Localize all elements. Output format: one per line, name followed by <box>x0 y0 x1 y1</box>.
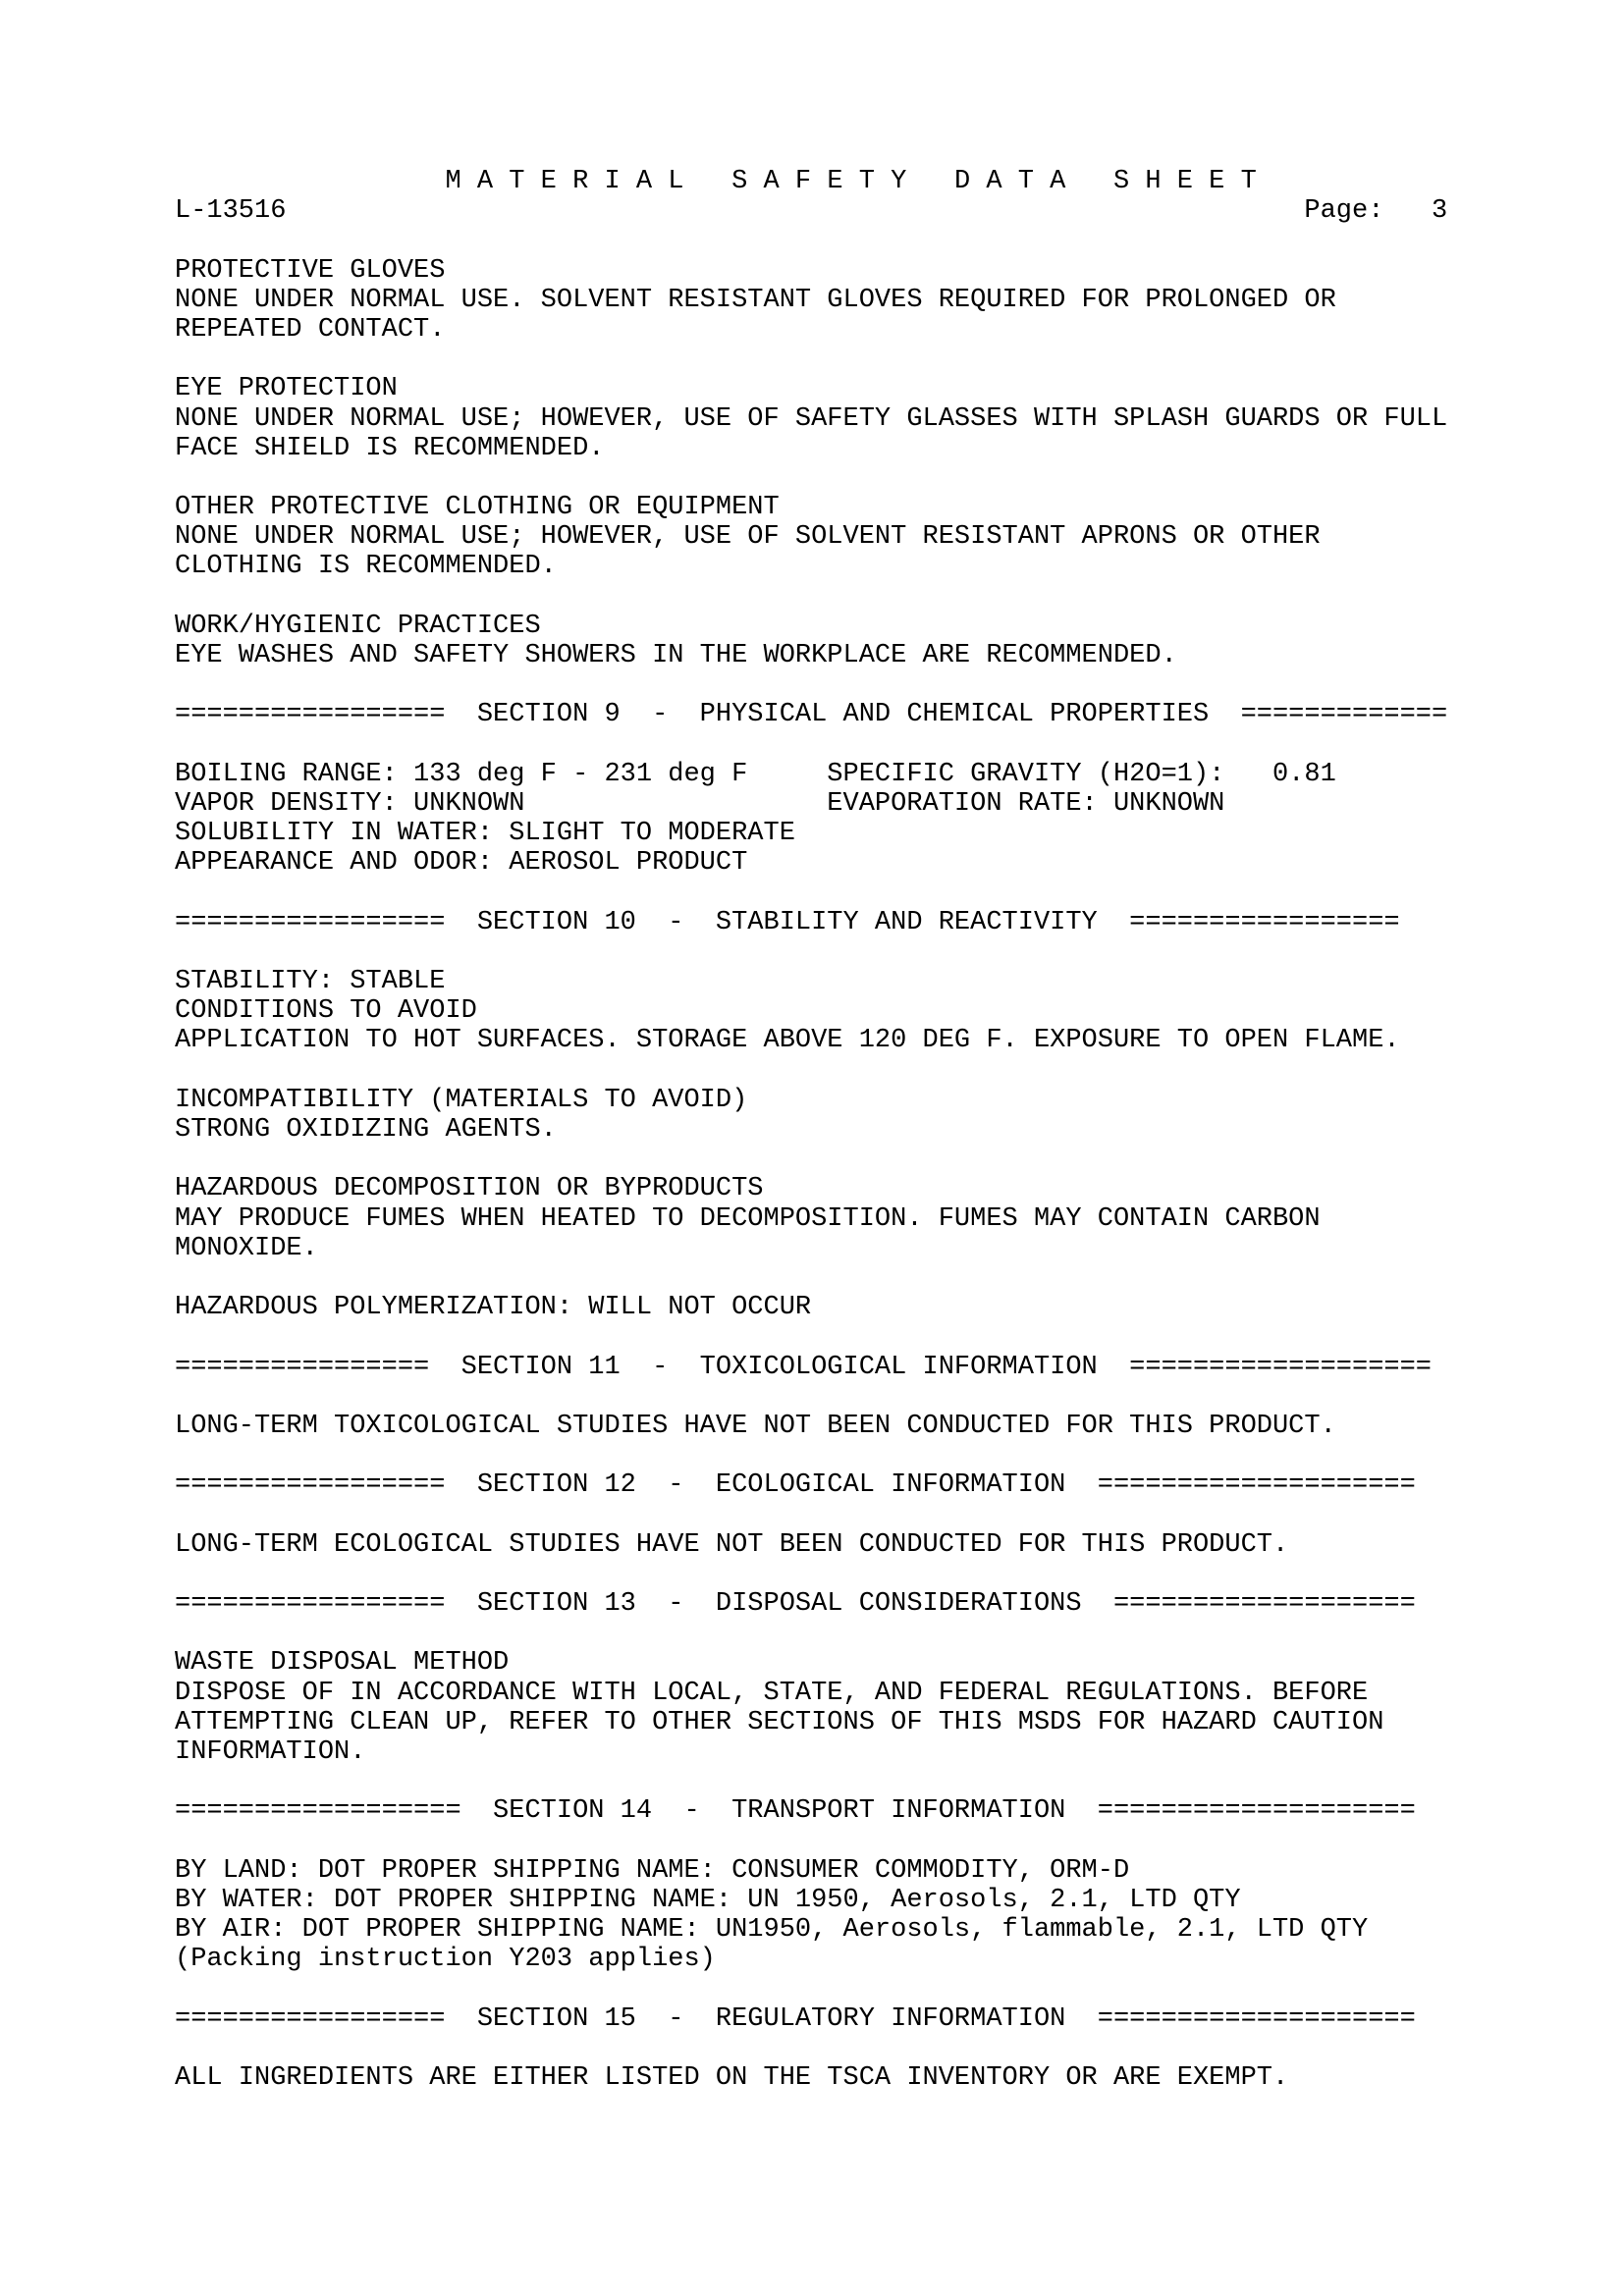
blank-line <box>175 670 1447 700</box>
hazardous-decomposition-text-2: MONOXIDE. <box>175 1233 318 1263</box>
blank-line <box>175 1619 1447 1648</box>
blank-line <box>175 1827 1447 1856</box>
msds-document <box>175 167 1447 2093</box>
blank-line <box>175 1263 1447 1293</box>
eye-protection-text-2: FACE SHIELD IS RECOMMENDED. <box>175 433 605 463</box>
doc-number: L-13516 <box>175 196 287 227</box>
stability-line: STABILITY: STABLE <box>175 967 446 997</box>
transport-by-land-line: BY LAND: DOT PROPER SHIPPING NAME: CONSUMER COMMODITY, ORM-D <box>175 1855 1130 1886</box>
incompatibility-heading: INCOMPATIBILITY (MATERIALS TO AVOID) <box>175 1085 748 1115</box>
section-11-header: ================ SECTION 11 - TOXICOLOGICAL INFORMATION =================== <box>175 1352 1433 1382</box>
page-number: 3 <box>1432 196 1448 227</box>
blank-line <box>175 345 1447 374</box>
protective-gloves-text-2: REPEATED CONTACT. <box>175 314 446 345</box>
blank-line <box>175 937 1447 967</box>
page-label: Page: <box>1304 196 1384 227</box>
section-12-header: ================= SECTION 12 - ECOLOGICAL INFORMATION ==================== <box>175 1470 1416 1501</box>
regulatory-text: ALL INGREDIENTS ARE EITHER LISTED ON THE TSCA INVENTORY OR ARE EXEMPT. <box>175 2063 1289 2093</box>
waste-disposal-heading: WASTE DISPOSAL METHOD <box>175 1648 510 1679</box>
toxicological-text: LONG-TERM TOXICOLOGICAL STUDIES HAVE NOT BEEN CONDUCTED FOR THIS PRODUCT. <box>175 1411 1336 1441</box>
blank-line <box>175 879 1447 908</box>
waste-disposal-text-1: DISPOSE OF IN ACCORDANCE WITH LOCAL, STATE, AND FEDERAL REGULATIONS. BEFORE <box>175 1678 1369 1708</box>
blank-line <box>175 1441 1447 1470</box>
blank-line <box>175 1322 1447 1352</box>
blank-line <box>175 582 1447 612</box>
appearance-odor-line: APPEARANCE AND ODOR: AEROSOL PRODUCT <box>175 848 748 879</box>
protective-gloves-heading: PROTECTIVE GLOVES <box>175 255 446 286</box>
protective-gloves-text-1: NONE UNDER NORMAL USE. SOLVENT RESISTANT GLOVES REQUIRED FOR PROLONGED OR <box>175 285 1336 315</box>
incompatibility-text: STRONG OXIDIZING AGENTS. <box>175 1115 557 1145</box>
document-title: M A T E R I A L S A F E T Y D A T A S H E E T <box>445 167 1257 196</box>
packing-instruction-line: (Packing instruction Y203 applies) <box>175 1945 716 1975</box>
title-indent <box>175 167 445 196</box>
waste-disposal-text-3: INFORMATION. <box>175 1736 366 1767</box>
blank-line <box>175 463 1447 493</box>
section-9-header: ================= SECTION 9 - PHYSICAL AND CHEMICAL PROPERTIES ============= <box>175 700 1448 730</box>
blank-line <box>175 1767 1447 1796</box>
hazardous-decomposition-text-1: MAY PRODUCE FUMES WHEN HEATED TO DECOMPOSITION. FUMES MAY CONTAIN CARBON <box>175 1203 1321 1234</box>
blank-line <box>175 2034 1447 2063</box>
hazardous-polymerization-line: HAZARDOUS POLYMERIZATION: WILL NOT OCCUR <box>175 1293 812 1323</box>
document-title-line <box>175 167 1447 196</box>
boiling-range-specific-gravity-line: BOILING RANGE: 133 deg F - 231 deg F SPECIFIC GRAVITY (H2O=1): 0.81 <box>175 759 1336 789</box>
blank-line <box>175 1974 1447 2003</box>
blank-line <box>175 1056 1447 1086</box>
eye-protection-heading: EYE PROTECTION <box>175 374 398 404</box>
meta-spacer <box>286 196 1304 226</box>
section-10-header: ================= SECTION 10 - STABILITY AND REACTIVITY ================= <box>175 907 1400 937</box>
ecological-text: LONG-TERM ECOLOGICAL STUDIES HAVE NOT BEEN CONDUCTED FOR THIS PRODUCT. <box>175 1529 1289 1560</box>
blank-line <box>175 730 1447 760</box>
blank-line <box>175 1560 1447 1589</box>
blank-line <box>175 226 1447 255</box>
section-15-header: ================= SECTION 15 - REGULATORY INFORMATION ==================== <box>175 2003 1416 2034</box>
hazardous-decomposition-heading: HAZARDOUS DECOMPOSITION OR BYPRODUCTS <box>175 1174 764 1204</box>
other-protective-clothing-text-1: NONE UNDER NORMAL USE; HOWEVER, USE OF SOLVENT RESISTANT APRONS OR OTHER <box>175 522 1321 553</box>
eye-protection-text-1: NONE UNDER NORMAL USE; HOWEVER, USE OF SAFETY GLASSES WITH SPLASH GUARDS OR FULL <box>175 403 1448 434</box>
other-protective-clothing-text-2: CLOTHING IS RECOMMENDED. <box>175 552 557 582</box>
doc-meta-line <box>175 196 1447 226</box>
conditions-to-avoid-heading: CONDITIONS TO AVOID <box>175 996 477 1027</box>
section-13-header: ================= SECTION 13 - DISPOSAL CONSIDERATIONS =================== <box>175 1589 1416 1619</box>
vapor-density-evaporation-rate-line: VAPOR DENSITY: UNKNOWN EVAPORATION RATE: UNKNOWN <box>175 788 1225 819</box>
transport-by-air-line: BY AIR: DOT PROPER SHIPPING NAME: UN1950, Aerosols, flammable, 2.1, LTD QTY <box>175 1915 1369 1946</box>
blank-line <box>175 1145 1447 1174</box>
page-gap <box>1383 196 1432 226</box>
section-14-header: ================== SECTION 14 - TRANSPORT INFORMATION ==================== <box>175 1796 1416 1827</box>
work-hygienic-practices-heading: WORK/HYGIENIC PRACTICES <box>175 611 541 641</box>
blank-line <box>175 1500 1447 1529</box>
other-protective-clothing-heading: OTHER PROTECTIVE CLOTHING OR EQUIPMENT <box>175 493 780 523</box>
transport-by-water-line: BY WATER: DOT PROPER SHIPPING NAME: UN 1950, Aerosols, 2.1, LTD QTY <box>175 1885 1241 1915</box>
waste-disposal-text-2: ATTEMPTING CLEAN UP, REFER TO OTHER SECTIONS OF THIS MSDS FOR HAZARD CAUTION <box>175 1707 1384 1737</box>
conditions-to-avoid-text: APPLICATION TO HOT SURFACES. STORAGE ABOVE 120 DEG F. EXPOSURE TO OPEN FLAME. <box>175 1026 1400 1056</box>
solubility-line: SOLUBILITY IN WATER: SLIGHT TO MODERATE <box>175 819 795 849</box>
blank-line <box>175 1382 1447 1412</box>
work-hygienic-practices-text: EYE WASHES AND SAFETY SHOWERS IN THE WORKPLACE ARE RECOMMENDED. <box>175 641 1177 670</box>
